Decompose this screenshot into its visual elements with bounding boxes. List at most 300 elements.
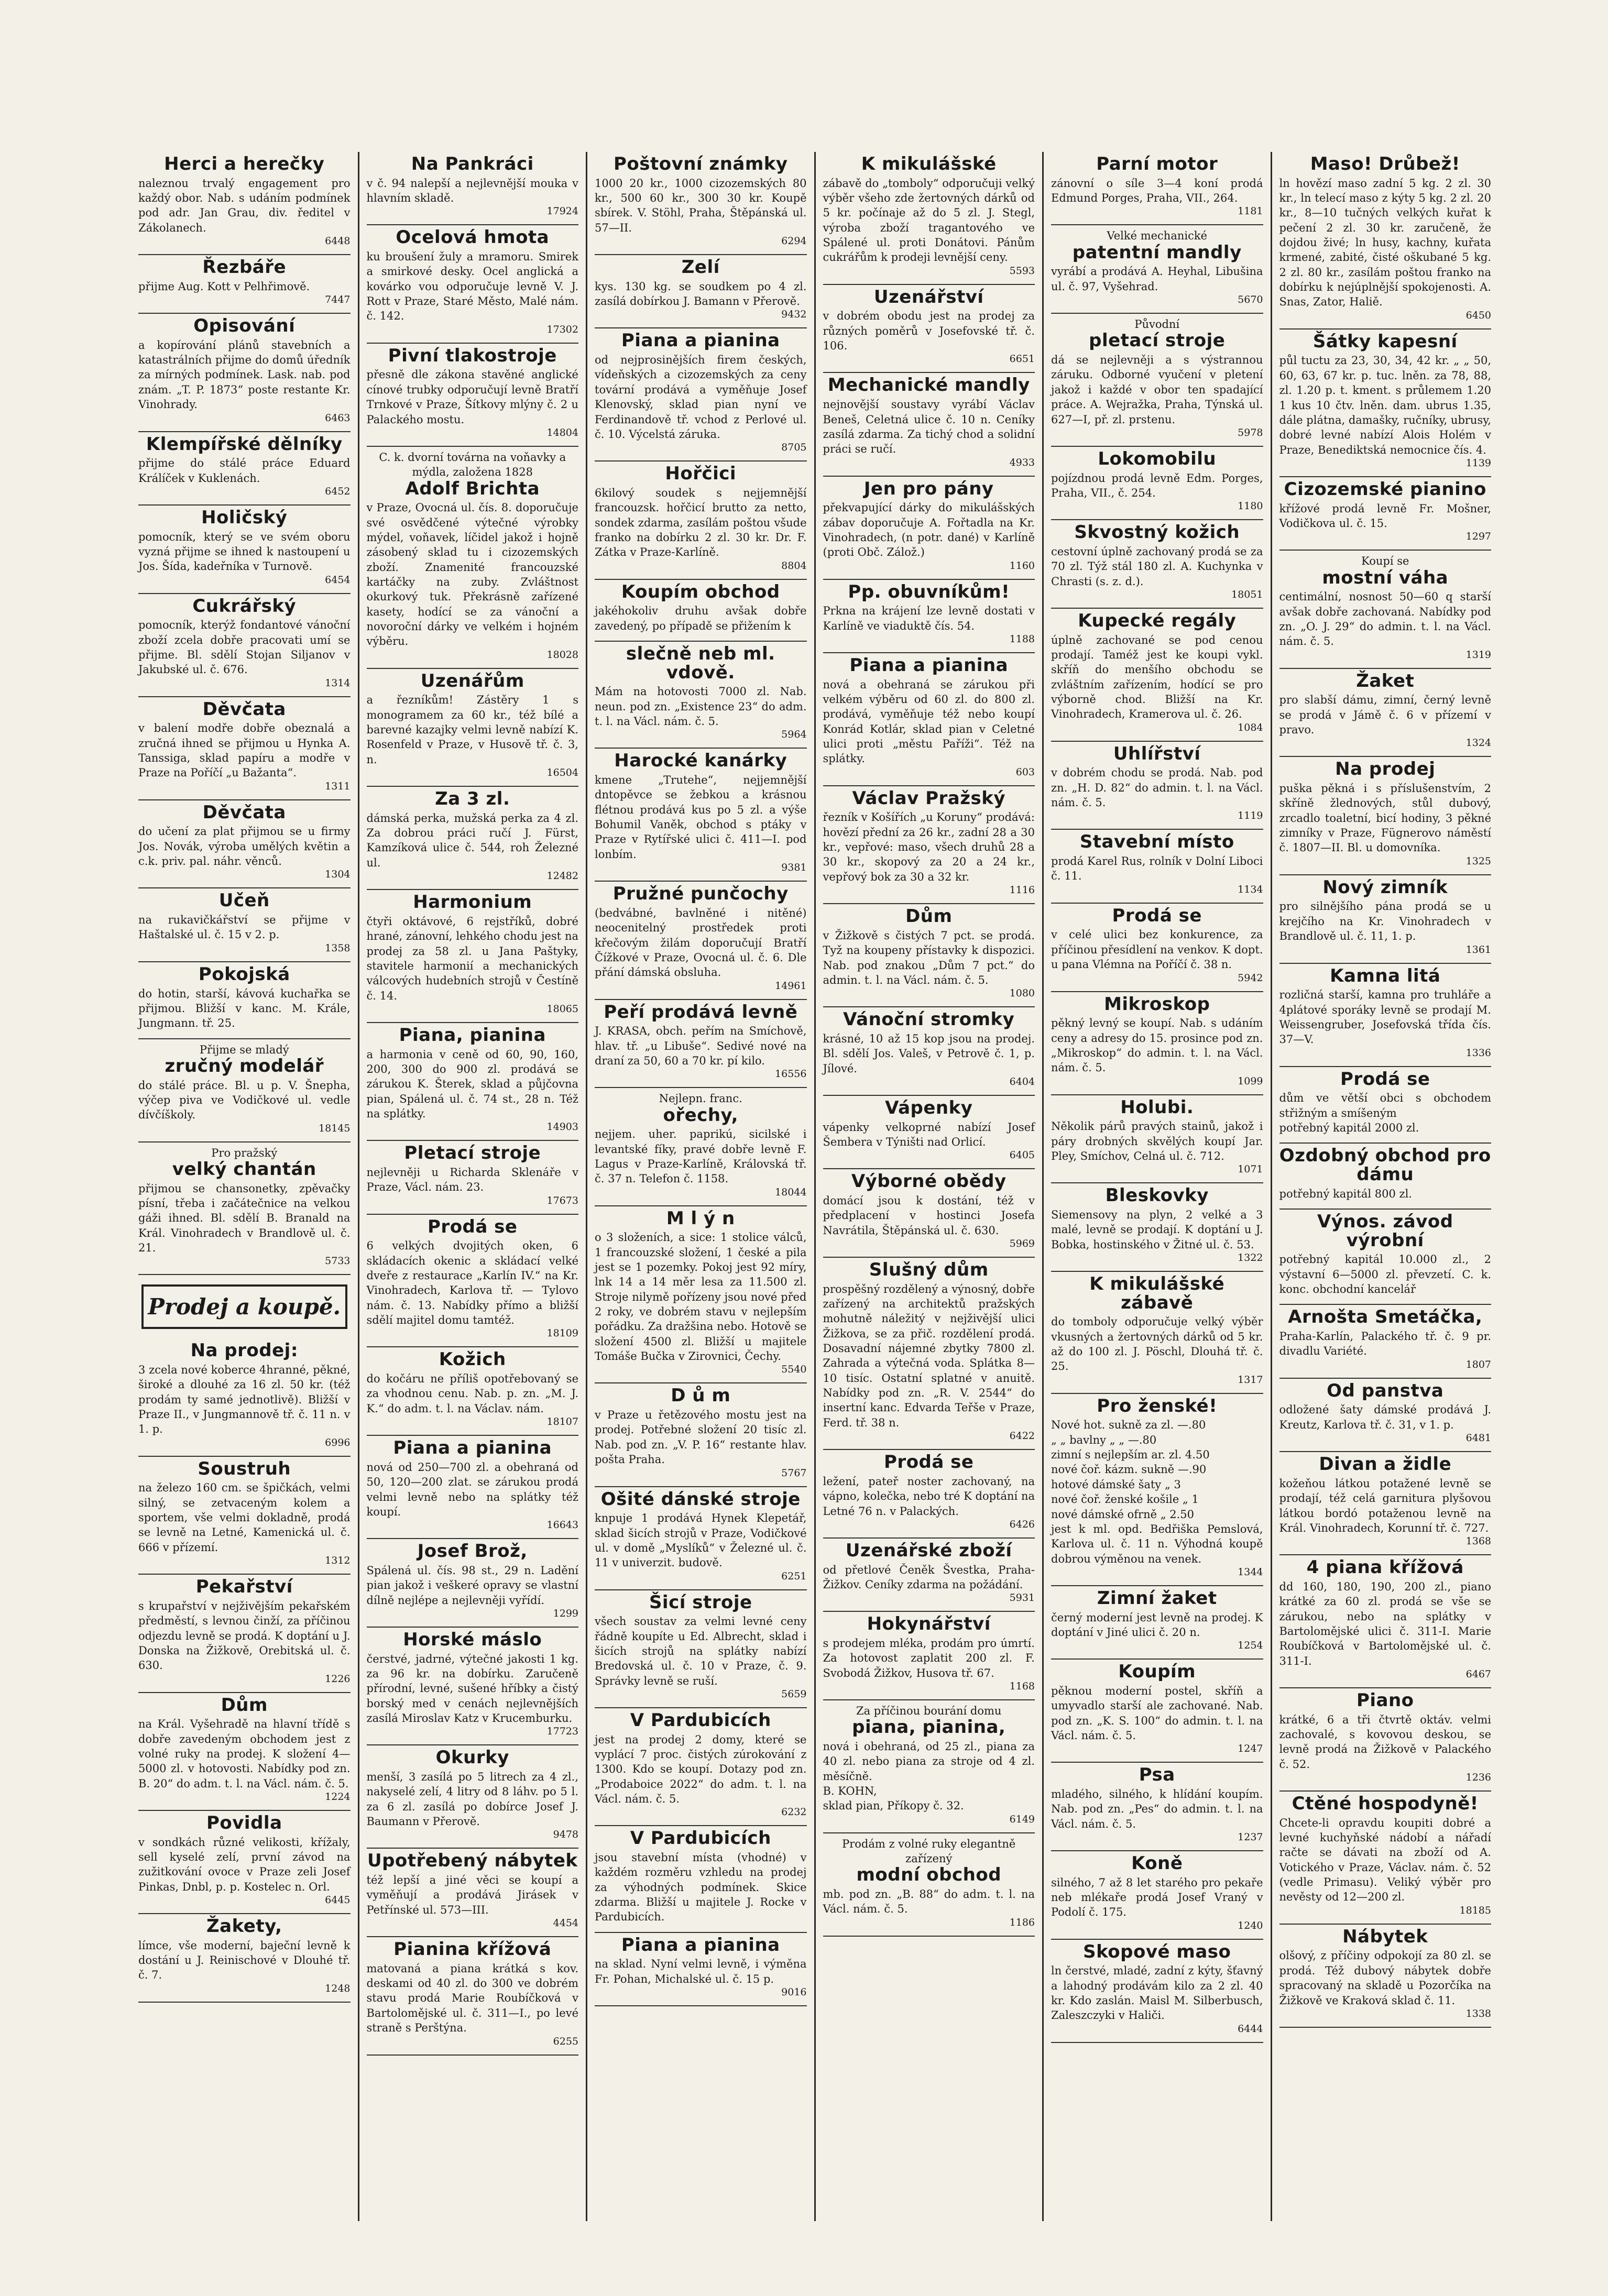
- ad-body: v sondkách různé velikosti, křížaly, sell kyselé zelí, první závod na zužitkování ovoce v Praze zeli Josef Pinkas, Dnbl, p. p. Kostelec n. Orl.: [138, 1836, 351, 1893]
- ad-number: 1188: [1009, 633, 1035, 645]
- ad-number: 6481: [1465, 1432, 1491, 1444]
- ad-number: 5964: [781, 729, 807, 741]
- ad-body: nejnovější soustavy vyrábí Václav Beneš, Celetná ulice č. 10 n. Ceníky zasílá zdarma. Za tichý chod a solidní práci se ručí.: [823, 398, 1035, 456]
- ad-number: 9016: [781, 1986, 807, 1998]
- ad-number: 5942: [1238, 972, 1263, 984]
- ad-headline: Pokojská: [198, 963, 290, 985]
- ad-body: do hotin, starší, kávová kuchařka se přijmou. Bližší v kanc. M. Krále, Jungmann. tř. 25.: [138, 987, 351, 1030]
- classified-ad: [1051, 742, 1263, 830]
- ad-body: nová i obehraná, od 25 zl., piana za 40 zl. nebo piana za stroje od 4 zl. měsíčně. B. KOHN, sklad pian, Příkopy č. 32.: [823, 1740, 1035, 1812]
- ad-body: pro slabší dámu, zimní, černý levně se prodá v Jámě č. 6 v přízemí v pravo.: [1279, 694, 1491, 737]
- column-6: [1271, 152, 1499, 2221]
- ad-body: vápenky velkoprné nabízí Josef Šembera v Týništi nad Orlicí.: [823, 1120, 1035, 1148]
- ad-body: knpuje 1 prodává Hynek Klepetář, sklad šicích strojů v Praze, Vodičkové ul. v domě „Myslíků“ v Železné ul. č. 11 v univerzit. budově.: [595, 1512, 807, 1569]
- ad-body: prospěšný rozdělený a výnosný, dobře zařízený na architektů pražských mohutně náležitý v nejživější ulici Žižkova, se za přič. rozdělení prodá. Dosavadní nájemné zbytky 7800 zl. Zahrada a výtečná voda. Splátka 8—10 tisíc. Ostatní splatné v anuitě. Nabídky pod zn. „R. V. 2544“ do insertní kanc. Edvarda Teřše v Praze, Ferd. tř. 38 n.: [823, 1282, 1035, 1429]
- ad-headline: Piano: [1356, 1689, 1414, 1711]
- classified-ad: [367, 1141, 579, 1214]
- ad-headline: K mikulášské: [861, 153, 997, 174]
- classified-ad: [595, 642, 807, 749]
- ad-headline: Arnošta Smetáčka,: [1288, 1306, 1483, 1328]
- ad-body: do stálé práce. Bl. u p. V. Šnepha, výčep piva ve Vodičkové ul. vedle dívčíškoly.: [138, 1079, 351, 1122]
- classified-ad: [823, 1539, 1035, 1612]
- ad-headline: Prodá se: [428, 1216, 518, 1237]
- ad-headline: Pianina křížová: [393, 1939, 552, 1960]
- classified-ad: [1279, 875, 1492, 964]
- ad-body: na železo 160 cm. se špičkách, velmi silný, se zetvaceným kolem a sportem, vše velmi dokladně, prodá se levně na Letné, Kamenická ul. č. 666 v přízemí.: [138, 1481, 351, 1554]
- ad-number: 17723: [546, 1726, 578, 1738]
- ad-headline: Vánoční stromky: [843, 1009, 1015, 1030]
- classified-ad: [138, 506, 351, 594]
- ad-body: Mám na hotovosti 7000 zl. Nab. neun. pod zn. „Existence 23“ do adm. t. l. na Václ. nám. č. 5.: [595, 685, 807, 728]
- ad-body: překvapující dárky do mikulášských zábav doporučuje A. Fořtadla na Kr. Vinohradech, (n potr. dané) v Karlíně (proti Obč. Zálož.): [823, 501, 1035, 559]
- classified-ad: [1051, 1394, 1263, 1586]
- ad-number: 1361: [1465, 943, 1491, 955]
- ad-body: na sklad. Nyní velmi levně, i výměna Fr. Pohan, Michalské ul. č. 15 p.: [595, 1958, 807, 1985]
- classified-ad: [138, 432, 351, 506]
- ad-headline: Šátky kapesní: [1312, 331, 1458, 352]
- ad-number: 6405: [1009, 1149, 1035, 1161]
- ad-number: 9381: [781, 862, 807, 874]
- ad-headline: Skopové maso: [1083, 1941, 1231, 1962]
- ad-headline: Klempířské dělníky: [146, 433, 343, 455]
- ad-body: v Praze, Ovocná ul. čís. 8. doporučuje své osvědčené výtečné výrobky mýdel, voňavek, líčidel jakož i hojně zásobený sklad tu i cizozemských zboží. Znamenité francouzské kartáčky na zuby. Zvláštnost okurkový tuk. Překrásně zařízené kasety, hodící se za vánoční a novoroční dárky ve velkém i hojném výběru.: [366, 501, 578, 648]
- classified-ad: [138, 1914, 351, 2003]
- ad-body: cestovní úplně zachovaný prodá se za 70 zl. Týž stál 180 zl. A. Kuchynka v Chrasti (s. z. d.).: [1051, 545, 1263, 588]
- classified-ad: [367, 225, 579, 343]
- classified-ad: [367, 890, 579, 1023]
- ad-headline: Kupecké regály: [1078, 610, 1237, 631]
- ad-number: 1807: [1465, 1358, 1491, 1370]
- classified-ad: [1279, 551, 1492, 668]
- ad-headline: 4 piana křížová: [1306, 1557, 1464, 1578]
- newspaper-page: [131, 152, 1498, 2221]
- classified-ad: [823, 1450, 1035, 1539]
- classified-ad: [367, 1745, 579, 1849]
- classified-ad: [1051, 1586, 1263, 1660]
- classified-ad: [1279, 1452, 1492, 1555]
- column-5: [1042, 152, 1271, 2221]
- classified-ad: [595, 1590, 807, 1708]
- ad-body: nová a obehraná se zárukou při velkém výběru od 60 zl. do 800 zl. prodává, vyměňuje též nebo koupí Konrád Kotlár, sklad pian v Celetné ulici proti „městu Paříži“. Též na splátky.: [823, 678, 1035, 765]
- ad-headline: Prodá se: [1112, 905, 1202, 926]
- ad-headline: Uhlířství: [1113, 743, 1201, 764]
- classified-ad: [823, 580, 1035, 653]
- classified-ad: [595, 749, 807, 882]
- ad-headline: Dům: [221, 1694, 268, 1716]
- ad-lead: Za příčinou bourání domu: [856, 1704, 1002, 1717]
- ad-headline: Nový zimník: [1322, 876, 1448, 898]
- ad-body: o 3 složeních, a sice: 1 stolice válců, 1 francouzské složení, 1 české a pila jest se 1 pozemky. Pokoj jest 92 míry, lnk 14 a 14 měr lesa za 11.500 zl. Stroje nilymě pořízeny jsou nové před 2 roky, ve dobrém stavu v nejlepším pořádku. Za dražšina nebo. Hotově se složení 4500 zl. Bližší u majitele Tomáše Bučka v Zirovnici, Čechy.: [595, 1231, 807, 1363]
- ad-number: 6445: [325, 1894, 351, 1906]
- ad-number: 16556: [775, 1068, 807, 1080]
- ad-headline: M l ý n: [666, 1207, 735, 1229]
- ad-number: 603: [1015, 766, 1035, 778]
- ad-number: 1237: [1238, 1831, 1263, 1843]
- ad-number: 1084: [1238, 721, 1263, 733]
- ad-body: menší, 3 zasílá po 5 litrech za 4 zl., nakyselé zelí, 4 litry od 8 láhv. po 5 l. za 6 zl. zasílá po dobírce Josef J. Baumann v Přerově.: [366, 1771, 578, 1828]
- classified-ad: [595, 1088, 807, 1206]
- ad-headline: Za 3 zl.: [435, 788, 510, 810]
- ad-headline: Uzenářské zboží: [845, 1540, 1012, 1561]
- ad-number: 7447: [325, 294, 351, 306]
- ad-number: 14903: [546, 1121, 578, 1133]
- ad-number: 1247: [1238, 1743, 1263, 1755]
- ad-body: dá se nejlevněji a s výstrannou záruku. Odborné vyučení v pletení jakož i každé v obor ten spadající práce. A. Wejražka, Praha, Týnská ul. 627—I, př. zl. prstenu.: [1051, 354, 1263, 426]
- ad-number: 1299: [553, 1607, 578, 1619]
- classified-ad: [823, 1700, 1035, 1833]
- column-3: [586, 152, 814, 2221]
- ad-number: 1358: [325, 942, 351, 954]
- ad-number: 1322: [1238, 1252, 1263, 1264]
- ad-body: 6 velkých dvojitých oken, 6 skládacích okenic a skládací velké dveře z restaurace „Karlín IV.“ na Kr. Vinohradech, Karlova tř. — Tylovo nám. č. 13. Nabídky přímo a bližší sdělí majitel domu tamtéž.: [366, 1239, 578, 1327]
- ad-body: centimální, nosnost 50—60 q starší avšak dobře zachovaná. Nabídky pod zn. „O. J. 29“ do admin. t. l. na Václ. nám. č. 5.: [1279, 590, 1491, 648]
- ad-body: Chcete-li opravdu koupiti dobré a levné kuchyňské nádobí a nářadí račte se dávati na zboží od A. Votického v Praze, Václav. nám. č. 52 (vedle Primasu). Veliký výběr pro nevěsty od 12—200 zl.: [1279, 1816, 1491, 1904]
- ad-headline: Piana a pianina: [849, 654, 1009, 676]
- ad-headline: Ošité dánské stroje: [600, 1488, 801, 1510]
- ad-body: vyrábí a prodává A. Heyhal, Libušina ul. č. 97, Vyšehrad.: [1051, 265, 1263, 293]
- classified-ad: [823, 786, 1035, 904]
- ad-number: 1134: [1238, 883, 1263, 895]
- classified-ad: [1279, 757, 1492, 875]
- ad-body: pro silnějšího pána prodá se u krejčího na Kr. Vinohradech v Brandlově ul. č. 11, 1. p.: [1279, 900, 1491, 943]
- ad-headline: Horské máslo: [403, 1629, 542, 1650]
- ad-body: v celé ulici bez konkurence, za příčinou přesídlení na venkov. K dopt. u pana Vlémna na Poříčí č. 38 n.: [1051, 928, 1263, 971]
- ad-number: 1304: [325, 869, 351, 881]
- ad-headline: Hokynářství: [867, 1613, 991, 1635]
- ad-body: do tomboly odporučuje velký výběr vkusných a žertovných dárků od 5 kr. až do 100 zl. J. Pöschl, Dlouhá tř. č. 25.: [1051, 1315, 1263, 1373]
- ad-headline: ořechy,: [663, 1104, 738, 1126]
- ad-body: řezník v Košířích „u Koruny“ prodává: hovězí přední za 26 kr., zadní 28 a 30 kr., vepřové: maso, všech druhů 28 a 30 kr., skopový za 20 a 24 kr., vepřový bok za 30 a 32 kr.: [823, 811, 1035, 883]
- ad-body: potřebný kapitál 10.000 zl., 2 výstavní 6—5000 zl. převzetí. C. k. konc. obchodní kancelář: [1279, 1253, 1491, 1296]
- ad-body: s prodejem mléka, prodám pro úmrtí. Za hotovost zaplatit 200 zl. F. Svobodá Žižkov, Husova tř. 67.: [823, 1636, 1035, 1679]
- ad-headline: Bleskovky: [1105, 1185, 1209, 1206]
- classified-ad: [595, 1933, 807, 2006]
- ad-body: jest na prodej 2 domy, které se vyplácí 7 proc. čistých zúrokování z 1300. Kdo se koupí. Dotazy pod zn. „Prodaboice 2022“ do adm. t. l. na Václ. nám. č. 5.: [595, 1733, 807, 1806]
- ad-body: dámská perka, mužská perka za 4 zl. Za dobrou práci ručí J. Fürst, Kamzíková ulice č. 544, roh Železné ul.: [366, 811, 578, 869]
- ad-body: kmene „Trutehe“, nejjemnější dntopěvce se žebkou a krásnou flétnou prodává kus po 5 zl. a výše Bohumil Vaněk, obchod s ptáky v Praze v Rytířské ulici č. 411—I. pod lonbím.: [595, 774, 807, 861]
- classified-ad: [138, 1457, 351, 1575]
- classified-ad: [1051, 904, 1263, 992]
- classified-ad: [1051, 447, 1263, 520]
- ad-number: 1236: [1465, 1772, 1491, 1784]
- ad-body: od přetlové Čeněk Švestka, Praha-Žižkov. Ceníky zdarma na požádání.: [823, 1563, 1035, 1591]
- classified-ad: [1051, 1940, 1263, 2043]
- ad-number: 1317: [1238, 1374, 1263, 1386]
- classified-ad: [823, 1096, 1035, 1169]
- ad-number: 1226: [325, 1673, 351, 1685]
- ad-headline: Hořčici: [665, 463, 737, 485]
- ad-body: na rukavičkářství se přijme v Haštalské ul. č. 15 v 2. p.: [138, 914, 351, 941]
- classified-ad: [138, 1338, 351, 1456]
- ad-headline: Harocké kanárky: [614, 750, 787, 772]
- ad-headline: Pekařství: [195, 1576, 293, 1598]
- ad-body: mb. pod zn. „B. 88“ do adm. t. l. na Václ. nám. č. 5.: [823, 1888, 1035, 1916]
- ad-body: dd 160, 180, 190, 200 zl., piano krátké za 60 zl. prodá se vše se zárukou, nebo na splátky v Bartolomějské ulici č. 311-I. Marie Roubíčková v Bartolomějské ul. č. 311-I.: [1279, 1580, 1491, 1667]
- ad-headline: Upotřebený nábytek: [367, 1850, 578, 1872]
- ad-number: 1168: [1009, 1680, 1035, 1692]
- classified-ad: [367, 1849, 579, 1937]
- classified-ad: [595, 1000, 807, 1089]
- ad-headline: Žaket: [1356, 670, 1415, 691]
- ad-body: 3 zcela nové koberce 4hranné, pěkné, široké a dlouhé za 16 zl. 50 kr. (též prodám ty samé jednotlivě). Bližší v Praze II., v Jungmannově tř. č. 11 n. v 1. p.: [138, 1364, 351, 1436]
- classified-ad: [595, 1708, 807, 1826]
- classified-ad: [1051, 314, 1263, 447]
- ad-headline: Zelí: [681, 257, 720, 278]
- ad-body: s krupařství v nejživějším pekařském předměstí, s levnou činží, za příčinou odjezdu levně se prodá. K doptání u J. Donska na Žižkově, Orebitská ul. č. 630.: [138, 1599, 351, 1672]
- ad-number: 1181: [1238, 205, 1263, 217]
- ad-headline: slečně neb ml. vdově.: [626, 643, 775, 683]
- ad-number: 5593: [1009, 265, 1035, 277]
- ad-headline: Piana a pianina: [393, 1437, 552, 1459]
- ad-body: ln hovězí maso zadní 5 kg. 2 zl. 30 kr., ln telecí maso z kýty 5 kg. 2 zl. 20 kr., 8—10 tučných velkých kuřat k pečení 2 zl. 30 kr. zaručeně, že dojdou živé; ln husy, kachny, kuřata krmené, zabité, čisté oškubané 5 kg. 2 zl. 80 kr., zasílám poštou franko na dobírku k nejúplnější spokojenosti. A. Snas, Zator, Haliě.: [1279, 177, 1491, 309]
- classified-ad: [367, 344, 579, 447]
- ad-headline: Poštovní známky: [613, 153, 788, 174]
- ad-number: 6467: [1465, 1668, 1491, 1680]
- ad-body: v Žižkově s čistých 7 pct. se prodá. Tyž na koupeny přístavky k dispozici. Nab. pod znakou „Dům 7 pct.“ do admin. t. l. na Václ. nám. č. 5.: [823, 929, 1035, 986]
- ad-number: 6996: [325, 1436, 351, 1448]
- ad-headline: Pletací stroje: [404, 1142, 541, 1164]
- ad-headline: Pivní tlakostroje: [388, 345, 557, 366]
- ad-body: Několik párů pravých stainů, jakož i páry drobných skvělých koupí Jar. Pley, Smíchov, Celná ul. č. 712.: [1051, 1120, 1263, 1162]
- classified-ad: [367, 1347, 579, 1436]
- ad-body: puška pěkná i s příslušenstvím, 2 skříně žlednových, stůl dubový, zrcadlo toaletní, bicí hodiny, 3 pěkné zimníky v Praze, Fügnerovo náměstí č. 1807—II. Bl. u domovníka.: [1279, 782, 1491, 854]
- ad-headline: V Pardubicích: [630, 1828, 771, 1849]
- ad-headline: Piana, pianina: [399, 1024, 546, 1046]
- ad-headline: Holubi.: [1120, 1096, 1194, 1118]
- ad-headline: Stavební místo: [1079, 831, 1234, 853]
- ad-number: 6426: [1009, 1518, 1035, 1530]
- ad-headline: Herci a herečky: [164, 153, 325, 174]
- ad-headline: pletací stroje: [1089, 330, 1226, 351]
- classified-ad: [1279, 1067, 1492, 1144]
- ad-body: přijme Aug. Kott v Pelhřimově.: [138, 280, 310, 293]
- ad-headline: patentní mandly: [1072, 241, 1242, 263]
- ad-body: nejlevněji u Richarda Sklenáře v Praze, Václ. nám. 23.: [366, 1166, 578, 1194]
- ad-number: 5670: [1238, 294, 1263, 306]
- column-2: [358, 152, 586, 2221]
- ad-body: rozličná starší, kamna pro truhláře a 4plátové sporáky levně se prodají M. Weissengruber, Josefovská třída čís. 37—V.: [1279, 988, 1491, 1046]
- classified-ad: [1279, 329, 1492, 477]
- classified-ad: [1279, 152, 1492, 329]
- ad-number: 6463: [325, 412, 351, 424]
- ad-body: půl tuctu za 23, 30, 34, 42 kr. „ „ 50, 60, 63, 67 kr. p. tuc. lněn. za 78, 88, zl. 1.20 p. t. kment. s průlemem 1.20 1 kus 10 čtv. lněn. dam. ubrus 1.35, dále plátna, damašky, ručníky, ubrusy, dobré levné nabízí Alois Holém v Praze, Benediktská nemocnice čís. 4.: [1279, 354, 1491, 456]
- classified-ad: [1279, 477, 1492, 551]
- classified-ad: [595, 1826, 807, 1932]
- ad-body: a řezníkům! Zástěry 1 s monogramem za 60 kr., též bílé a barevné kazajky velmi levně nabízí K. Rosenfeld v Praze, v Husově tř. č. 3, n.: [366, 694, 578, 766]
- ad-number: 6149: [1009, 1813, 1035, 1825]
- classified-ad: [367, 787, 579, 890]
- ad-body: pěkný levný se koupí. Nab. s udáním ceny a adresy do 15. prosince pod zn. „Mikroskop“ do admin. t. l. na Václ. nám. č. 5.: [1051, 1017, 1263, 1074]
- ad-headline: velký chantán: [172, 1158, 316, 1180]
- ad-body: Nové hot. sukně za zl. —.80 „ „ bavlny „ „ —.80 zimní s nejlepším ar. zl. 4.50 nové čoř. kázm. sukně —.90 hotové dámské šaty „ 3 nové čoř. ženské košile „ 1 nové dámské ofrně „ 2.50 jest k ml. opd. Bedřiška Pemslová, Karlova ul. č. 11 n. Výhodná koupě dobrou výměnou na venek.: [1051, 1419, 1263, 1565]
- ad-number: 14961: [775, 980, 807, 992]
- ad-headline: Piana a pianina: [621, 330, 780, 351]
- classified-ad: [367, 1215, 579, 1348]
- ad-body: krásné, 10 až 15 kop jsou na prodej. Bl. sdělí Jos. Valeš, v Petrově č. 1, p. Jílové.: [823, 1032, 1035, 1075]
- ad-headline: Od panstva: [1327, 1380, 1444, 1401]
- classified-ad: [1051, 1095, 1263, 1184]
- ad-body: kožeňou látkou potažené levně se prodají, též celá garnitura plyšovou látkou bordó potaženou levně na Král. Vinohradech, Korunní tř. č. 727.: [1279, 1477, 1491, 1534]
- classified-ad: [1051, 225, 1263, 314]
- ad-headline: Peří prodává levně: [604, 1001, 798, 1023]
- ad-body: ležení, pateř noster zachovaný, na vápno, kolečka, nebo tré K doptání na Letné 76 n. v Palackých.: [823, 1475, 1035, 1518]
- ad-lead: Koupí se: [1361, 555, 1409, 568]
- ad-headline: Divan a židle: [1319, 1454, 1452, 1475]
- ad-number: 6404: [1009, 1075, 1035, 1087]
- ad-number: 16643: [546, 1519, 578, 1531]
- classified-ad: [823, 1612, 1035, 1700]
- classified-ad: [1279, 1555, 1492, 1688]
- classified-ad: [595, 462, 807, 579]
- classified-ad: [1279, 1792, 1492, 1925]
- classified-ad: [1279, 1210, 1492, 1305]
- ad-number: 12482: [546, 870, 578, 882]
- ad-number: 6251: [781, 1570, 807, 1582]
- ad-body: Praha-Karlín, Palackého tř. č. 9 pr. divadlu Variété.: [1279, 1330, 1491, 1358]
- column-4: [814, 152, 1043, 2221]
- classified-ad: [823, 1833, 1035, 1937]
- classified-ad: [595, 1383, 807, 1487]
- ad-body: křížové prodá levně Fr. Mošner, Vodičkova ul. č. 15.: [1279, 502, 1491, 530]
- ad-headline: Šicí stroje: [649, 1591, 752, 1613]
- ad-body: čerstvé, jadrné, výtečné jakosti 1 kg. za 96 kr. na dobírku. Zaručeně přírodní, levné, sušené hříbky a čistý borský med v cenách nejlevnějších zasílá Miroslav Katz v Krucemburku.: [366, 1652, 578, 1724]
- classified-ad: [1279, 669, 1492, 757]
- ad-headline: K mikulášské zábavě: [1089, 1273, 1225, 1313]
- ad-headline: Ocelová hmota: [396, 227, 550, 248]
- ad-body: do učení za plat přijmou se u firmy Jos. Novák, výroba umělých květin a c.k. priv. pal. náhr. věnců.: [138, 825, 351, 868]
- ad-headline: Cizozemské pianino: [1284, 478, 1486, 500]
- ad-number: 17302: [546, 323, 578, 335]
- ad-number: 18028: [546, 649, 578, 661]
- ad-body: přijme do stálé práce Eduard Králíček v Kuklenách.: [138, 457, 351, 485]
- ad-headline: zručný modelář: [165, 1055, 324, 1076]
- ad-headline: Slušný dům: [869, 1259, 989, 1280]
- ad-body: a kopírování plánů stavebních a katastrálních přijme do domů úředník za mírných podmínek. Lask. nab. pod znám. „T. P. 1873“ poste restante Kr. Vinohrady.: [138, 338, 351, 411]
- classified-ad: [1051, 830, 1263, 903]
- ad-body: přijmou se chansonetky, zpěvačky písní, třeba i začátečnice na velkou gáži ihned. Bl. sdělí B. Branald na Král. Vinohradech v Brandlově ul. č. 21.: [138, 1182, 351, 1254]
- ad-number: 1325: [1465, 855, 1491, 867]
- ad-number: 1254: [1238, 1640, 1263, 1652]
- classified-ad: [823, 1258, 1035, 1450]
- ad-headline: Kamna litá: [1330, 965, 1441, 986]
- ad-lead: C. k. dvorní továrna na voňavky a mýdla, založena 1828: [379, 451, 566, 479]
- ad-headline: Výnos. závod výrobní: [1317, 1211, 1453, 1251]
- classified-ad: [367, 152, 579, 225]
- classified-ad: [595, 1206, 807, 1384]
- ad-number: 4933: [1009, 456, 1035, 468]
- classified-ad: [138, 1575, 351, 1693]
- ad-headline: Dům: [905, 906, 953, 927]
- ad-number: 1314: [325, 677, 351, 689]
- ad-headline: Prodá se: [1340, 1068, 1430, 1090]
- ad-body: (bedvábné, bavlněné i nitěné) neocenitelný prostředek proti křečovým žilám doporučují Bratří Čížkové v Praze, Ovocná ul. č. 6. Dle přání dámská obsluha.: [595, 906, 807, 979]
- ad-number: 6255: [553, 2035, 578, 2047]
- ad-number: 1248: [325, 1982, 351, 1994]
- classified-ad: [1279, 1144, 1492, 1210]
- ad-body: ln čerstvé, mladé, zadní z kýty, šťavný a lahodný prodávám kilo za 2 zl. 40 kr. Kdo zaslán. Maisl M. Silberbusch, Zaleszczyki v Haliči.: [1051, 1964, 1263, 2022]
- classified-ad: [138, 697, 351, 800]
- ad-number: 5659: [781, 1688, 807, 1700]
- ad-headline: Učeň: [218, 890, 270, 911]
- ad-number: 1116: [1009, 884, 1035, 896]
- ad-body: na Král. Vyšehradě na hlavní třídě s dobře zavedeným obchodem jest z volné ruky na prodej. K složení 4—5000 zl. v hotovosti. Nabídky pod zn. B. 20“ do adm. t. l. na Václ. nám. č. 5.: [138, 1718, 351, 1790]
- ad-headline: Václav Pražský: [852, 787, 1006, 809]
- column-1: [131, 152, 358, 2221]
- ad-headline: Na prodej:: [190, 1340, 298, 1361]
- ad-headline: Lokomobilu: [1098, 448, 1217, 469]
- classified-ad: [823, 373, 1035, 476]
- ad-body: v dobrém obodu jest na prodej za různých poměrů v Josefovské tř. č. 106.: [823, 310, 1035, 353]
- ad-headline: Cukrářský: [192, 595, 297, 617]
- classified-ad: [367, 1539, 579, 1628]
- ad-number: 1071: [1238, 1163, 1263, 1176]
- ad-number: 1344: [1238, 1566, 1263, 1578]
- ad-number: 18109: [546, 1327, 578, 1339]
- ad-lead: Prodám z volné ruky elegantně zařízený: [842, 1837, 1016, 1865]
- ad-number: 8804: [781, 559, 807, 572]
- ad-number: 1139: [1465, 457, 1491, 469]
- ad-headline: Holičský: [201, 507, 288, 528]
- ad-number: 6452: [325, 485, 351, 497]
- classified-ad: [823, 1007, 1035, 1096]
- classified-ad: [367, 1937, 579, 2055]
- classified-ad: [1051, 1660, 1263, 1763]
- ad-headline: Zimní žaket: [1097, 1587, 1217, 1609]
- classified-ad: [823, 1169, 1035, 1258]
- classified-ad: [1279, 964, 1492, 1067]
- classified-ad: [1051, 1272, 1263, 1394]
- ad-body: v dobrém chodu se prodá. Nab. pod zn. „H. D. 82“ do admin. t. l. na Václ. nám. č. 5.: [1051, 766, 1263, 809]
- classified-ad: [1279, 1925, 1492, 2028]
- classified-ad: [367, 1023, 579, 1141]
- ad-headline: D ů m: [671, 1385, 731, 1407]
- ad-headline: Soustruh: [198, 1458, 291, 1479]
- ad-body: krátké, 6 a tři čtvrtě oktáv. velmi zachovalé, s kovovou deskou, se levně prodá na Žižkově v Palackého č. 52.: [1279, 1713, 1491, 1771]
- ad-lead: Velké mechanické: [1107, 229, 1207, 243]
- classified-ad: [595, 152, 807, 255]
- classified-ad: [823, 904, 1035, 1007]
- ad-headline: Koupím obchod: [621, 581, 780, 602]
- ad-headline: piana, pianina,: [852, 1717, 1006, 1738]
- classified-ad: [595, 255, 807, 328]
- ad-body: mladého, silného, k hlídání koupím. Nab. pod zn. „Pes“ do admin. t. l. na Václ. nám. č. 5.: [1051, 1788, 1263, 1830]
- ad-body: Siemensovy na plyn, 2 velké a 3 malé, levně se prodají. K doptání u J. Bobka, hostinského v Žitné ul. č. 53.: [1051, 1208, 1263, 1251]
- ad-body: pomocník, který se ve svém oboru vyzná přijme se ihned k nastoupení u Jos. Šída, kadeřníka v Turnově.: [138, 530, 351, 573]
- classified-ad: [138, 152, 351, 255]
- ad-body: a harmonia v ceně od 60, 90, 160, 200, 300 do 900 zl. prodává se zárukou K. Šterek, sklad a půjčovna pian, Spálená ul. č. 74 st., 28 n. Též na splátky.: [366, 1048, 578, 1120]
- ad-number: 5978: [1238, 426, 1263, 438]
- classified-ad: [595, 1487, 807, 1590]
- ad-number: 4454: [553, 1917, 578, 1929]
- classified-ad: [1051, 1183, 1263, 1272]
- ad-body: zábavě do „tomboly“ odporučuji velký výběr všeho zde žertovných dárků od 5 kr. počínaje až do 5 zl. J. Stegl, výroba zboží tragantového ve Spálené ul. proti Donátovi. Pánům cukrářům k prodeji levnější ceny.: [823, 177, 1035, 264]
- ad-body: jakéhokoliv druhu avšak dobře zavedený, po případě se přižením k: [595, 605, 807, 632]
- classified-ad: [595, 882, 807, 999]
- ad-number: 6294: [781, 235, 807, 247]
- ad-body: od nejprosinějších firem českých, vídeňských a cizozemských za ceny tovární prodává a vyměňuje Josef Klenovský, sklad pian nyní ve Ferdinandově tř. vchod z Perlové ul. č. 10. Výcelstá záruka.: [595, 354, 807, 441]
- ad-number: 1160: [1009, 559, 1035, 572]
- ad-number: 9432: [781, 309, 807, 321]
- ad-body: čtyři oktávové, 6 rejstříků, dobré hrané, zánovní, lehkého chodu jest na prodej za 58 zl. u Jana Paštyky, stavitele harmonií a mechanických válcových hudebních strojů v Čestíně č. 14.: [366, 915, 578, 1002]
- ad-body: do kočáru ne příliš opotřebovaný se za vhodnou cenu. Nab. p. zn. „M. J. K.“ do adm. t. l. na Václav. nám.: [366, 1372, 578, 1415]
- classified-ad: [1279, 1379, 1492, 1452]
- classified-ad: [1051, 992, 1263, 1095]
- ad-number: 18051: [1231, 588, 1263, 600]
- ad-headline: Vápenky: [885, 1097, 973, 1118]
- ad-number: 1186: [1009, 1916, 1035, 1928]
- ad-headline: Parní motor: [1096, 153, 1218, 174]
- classified-ad: [823, 477, 1035, 580]
